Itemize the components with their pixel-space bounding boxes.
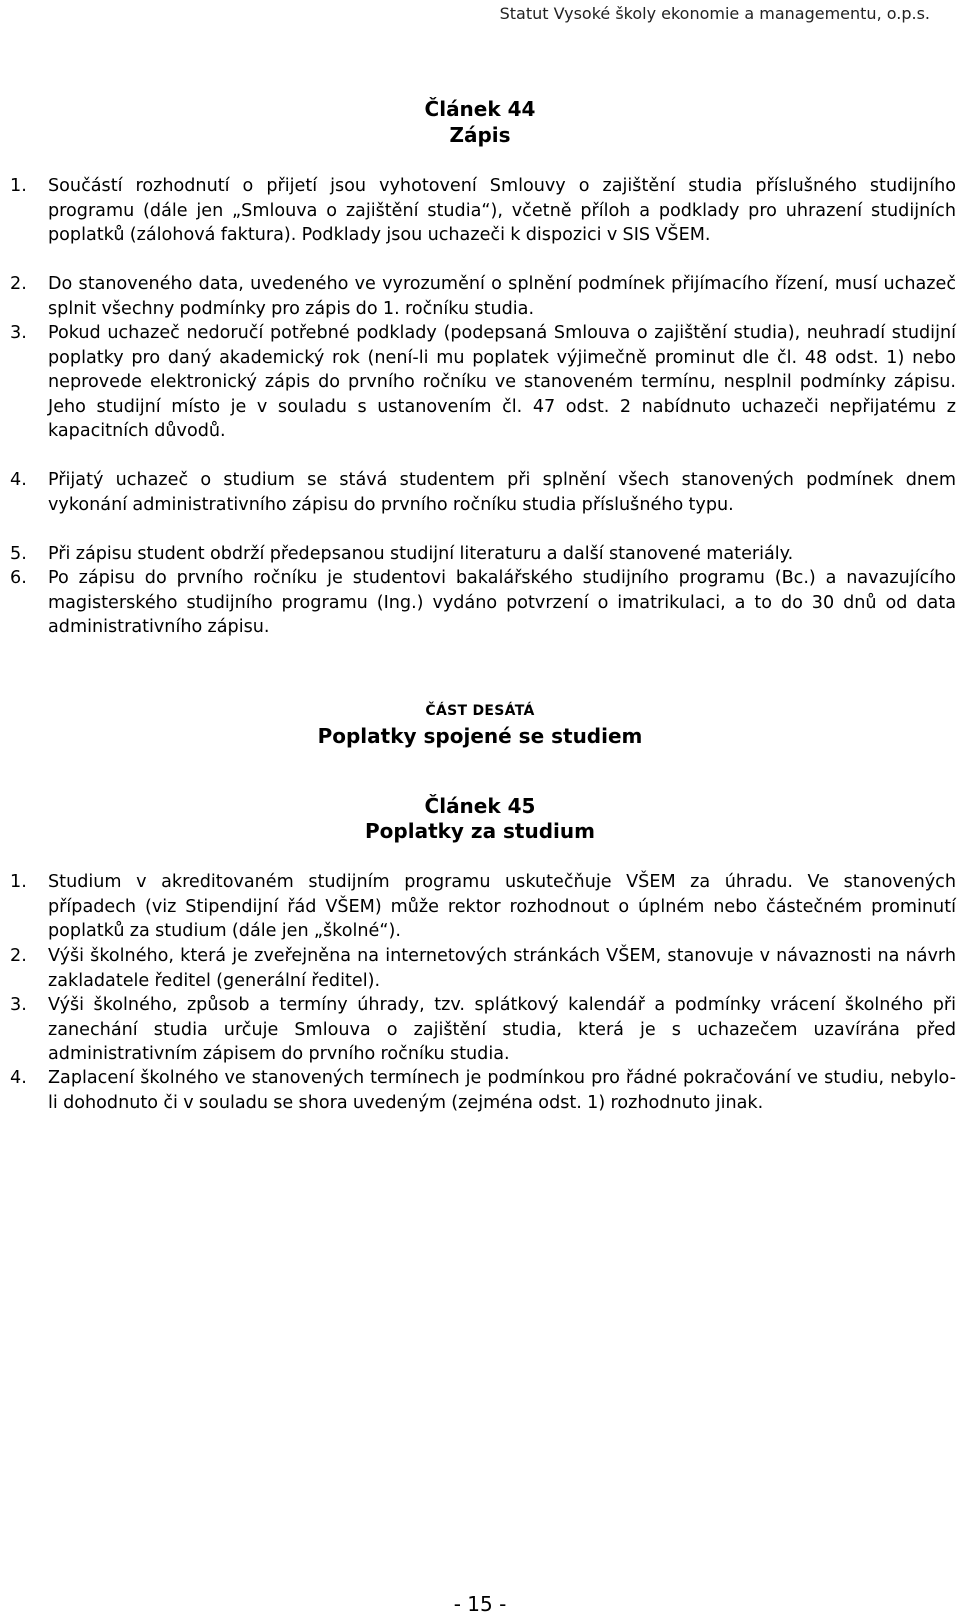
part-heading: ČÁST DESÁTÁ bbox=[425, 703, 535, 719]
page-number: - 15 - bbox=[453, 1592, 507, 1616]
paragraph-text: Studium v akreditovaném studijním programu uskutečňuje VŠEM za úhradu. Ve stanovených případech (viz Stipendijní řád VŠEM) může rektor rozhodnout o úplném nebo částečném prominutí poplatků za studium (dále jen „školné“). bbox=[48, 872, 956, 941]
paragraph-text: Zaplacení školného ve stanovených termínech je podmínkou pro řádné pokračování ve studiu, nebylo-li dohodnuto či v souladu se shora uvedeným (zejména odst. 1) rozhodnuto jinak. bbox=[48, 1068, 956, 1113]
part-title: Poplatky spojené se studiem bbox=[317, 724, 643, 748]
paragraph-number: 1. bbox=[10, 176, 27, 196]
paragraph-text: Výši školného, která je zveřejněna na internetových stránkách VŠEM, stanovuje v návaznosti na návrh zakladatele ředitel (generální ředitel). bbox=[48, 946, 956, 991]
article-44-paragraph-6 bbox=[10, 566, 956, 640]
article-45-paragraph-2 bbox=[10, 944, 956, 993]
paragraph-text: Pokud uchazeč nedoručí potřebné podklady (podepsaná Smlouva o zajištění studia), neuhradí studijní poplatky pro daný akademický rok (není-li mu poplatek výjimečně prominut dle čl. 48 odst. 1) nebo neprovede elektronický zápis do prvního ročníku ve stanoveném termínu, nesplnil podmínky zápisu. Jeho studijní místo je v souladu s ustanovením čl. 47 odst. 2 nabídnuto uchazeči nepřijatému z kapacitních důvodů. bbox=[48, 323, 956, 441]
paragraph-number: 6. bbox=[10, 568, 27, 588]
article-44-paragraph-4 bbox=[10, 468, 956, 517]
paragraph-number: 3. bbox=[10, 323, 27, 343]
article-44-paragraph-2 bbox=[10, 272, 956, 321]
paragraph-number: 2. bbox=[10, 946, 27, 966]
paragraph-text: Do stanoveného data, uvedeného ve vyrozumění o splnění podmínek přijímacího řízení, musí uchazeč splnit všechny podmínky pro zápis do 1. ročníku studia. bbox=[48, 274, 956, 319]
paragraph-number: 4. bbox=[10, 470, 27, 490]
paragraph-number: 4. bbox=[10, 1068, 27, 1088]
paragraph-text: Přijatý uchazeč o studium se stává studentem při splnění všech stanovených podmínek dnem vykonání administrativního zápisu do prvního ročníku studia příslušného typu. bbox=[48, 470, 956, 515]
article-44-number: Článek 44 bbox=[424, 97, 536, 121]
article-45-paragraph-3 bbox=[10, 993, 956, 1067]
running-header: Statut Vysoké školy ekonomie a managementu, o.p.s. bbox=[499, 4, 930, 23]
paragraph-text: Při zápisu student obdrží předepsanou studijní literaturu a další stanovené materiály. bbox=[48, 544, 794, 564]
paragraph-text: Součástí rozhodnutí o přijetí jsou vyhotovení Smlouvy o zajištění studia příslušného studijního programu (dále jen „Smlouva o zajištění studia“), včetně příloh a podklady pro uhrazení studijních poplatků (zálohová faktura). Podklady jsou uchazeči k dispozici v SIS VŠEM. bbox=[48, 176, 956, 245]
article-44-paragraph-1 bbox=[10, 174, 956, 248]
paragraph-text: Výši školného, způsob a termíny úhrady, tzv. splátkový kalendář a podmínky vrácení školného při zanechání studia určuje Smlouva o zajištění studia, která je s uchazečem uzavírána před administrativním zápisem do prvního ročníku studia. bbox=[48, 995, 956, 1064]
article-45-title: Poplatky za studium bbox=[365, 819, 595, 843]
article-45-paragraph-4 bbox=[10, 1066, 956, 1115]
paragraph-number: 3. bbox=[10, 995, 27, 1015]
paragraph-text: Po zápisu do prvního ročníku je studentovi bakalářského studijního programu (Bc.) a navazujícího magisterského studijního programu (Ing.) vydáno potvrzení o imatrikulaci, a to do 30 dnů od data administrativního zápisu. bbox=[48, 568, 956, 637]
paragraph-number: 1. bbox=[10, 872, 27, 892]
paragraph-number: 2. bbox=[10, 274, 27, 294]
article-45-paragraph-1 bbox=[10, 870, 956, 944]
article-44-title: Zápis bbox=[449, 123, 511, 147]
paragraph-number: 5. bbox=[10, 544, 27, 564]
article-44-paragraph-3 bbox=[10, 321, 956, 444]
article-44-paragraph-5 bbox=[10, 542, 956, 567]
article-45-number: Článek 45 bbox=[424, 794, 536, 818]
